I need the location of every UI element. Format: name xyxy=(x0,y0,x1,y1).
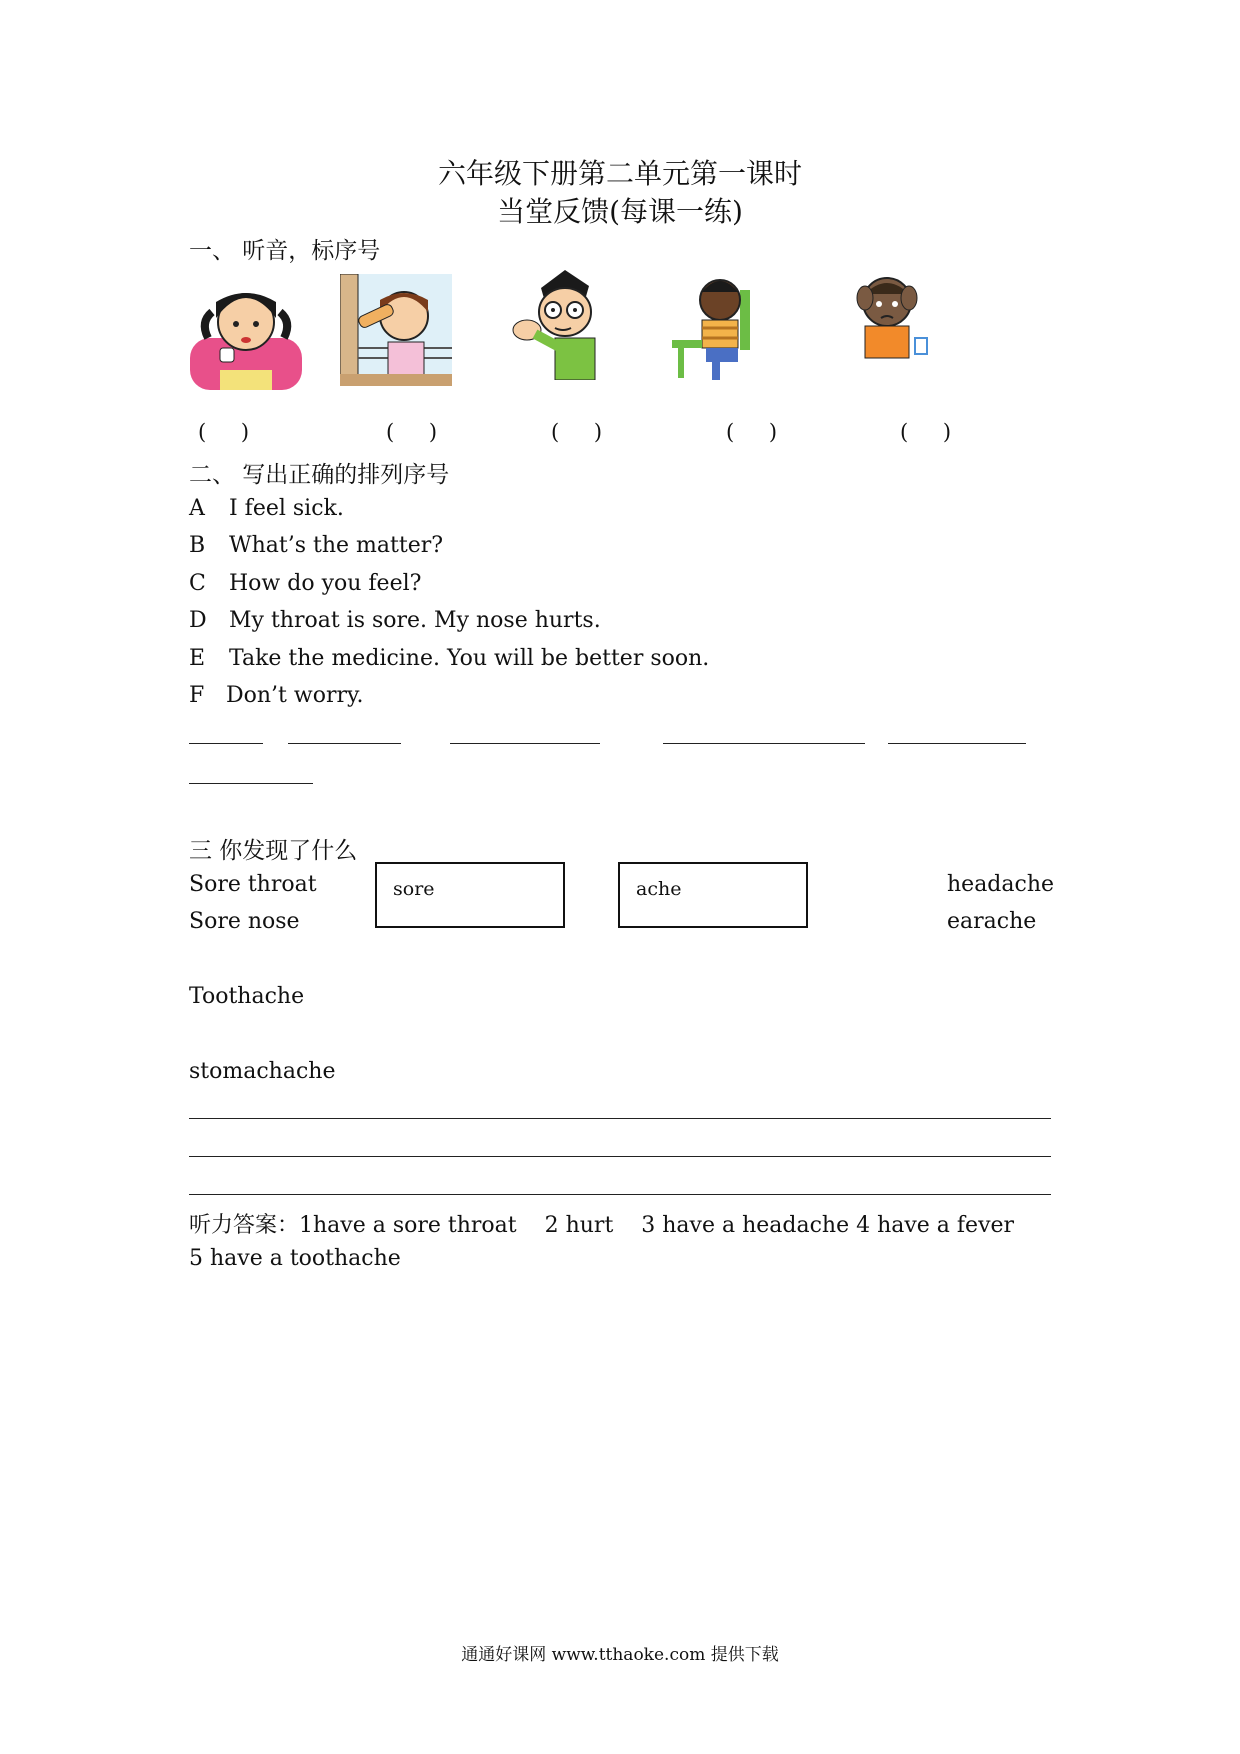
writing-line-1[interactable] xyxy=(189,1118,1051,1119)
item-letter: C xyxy=(189,571,206,596)
girl-drinking-illustration xyxy=(340,274,452,386)
word-sore-throat: Sore throat xyxy=(189,872,317,897)
listening-answers-line1: 听力答案：1have a sore throat 2 hurt 3 have a headache 4 have a fever xyxy=(189,1213,1015,1238)
item-letter: B xyxy=(189,533,206,558)
order-blank-1[interactable] xyxy=(189,743,263,744)
answer-paren-5: ( ) xyxy=(900,420,966,444)
ache-box-label: ache xyxy=(636,878,682,900)
item-letter: A xyxy=(189,496,205,521)
writing-line-3[interactable] xyxy=(189,1194,1051,1195)
item-sentence: What’s the matter? xyxy=(229,533,444,558)
writing-line-2[interactable] xyxy=(189,1156,1051,1157)
sore-box xyxy=(375,862,565,928)
order-blank-3[interactable] xyxy=(450,743,600,744)
word-stomachache: stomachache xyxy=(189,1059,336,1084)
order-blank-2[interactable] xyxy=(288,743,401,744)
ache-box xyxy=(618,862,808,928)
page-title: 六年级下册第二单元第一课时 xyxy=(437,157,802,190)
girl-sore-throat-illustration xyxy=(190,278,302,390)
page-subtitle: 当堂反馈(每课一练) xyxy=(497,195,743,228)
item-sentence: Don’t worry. xyxy=(226,683,364,708)
order-blank-6[interactable] xyxy=(189,783,313,784)
answer-paren-4: ( ) xyxy=(726,420,792,444)
section1-heading: 一、 听音，标序号 xyxy=(189,238,381,264)
boy-toothache-illustration xyxy=(670,270,782,382)
section3-heading: 三 你发现了什么 xyxy=(189,838,358,864)
listening-answers-line2: 5 have a toothache xyxy=(189,1246,401,1271)
sore-box-label: sore xyxy=(393,878,435,900)
item-letter: E xyxy=(189,646,206,671)
boy-glasses-illustration xyxy=(505,268,617,380)
answer-paren-3: ( ) xyxy=(551,420,617,444)
item-letter: D xyxy=(189,608,207,633)
answer-paren-1: ( ) xyxy=(198,420,264,444)
footer-credit: 通通好课网 www.tthaoke.com 提供下载 xyxy=(461,1645,779,1665)
word-sore-nose: Sore nose xyxy=(189,909,300,934)
order-blank-5[interactable] xyxy=(888,743,1026,744)
word-earache: earache xyxy=(947,909,1037,934)
item-sentence: I feel sick. xyxy=(229,496,344,521)
item-sentence: How do you feel? xyxy=(229,571,422,596)
boy-headache-illustration xyxy=(843,268,943,368)
order-blank-4[interactable] xyxy=(663,743,865,744)
answer-paren-2: ( ) xyxy=(386,420,452,444)
item-sentence: My throat is sore. My nose hurts. xyxy=(229,608,601,633)
section2-heading: 二、 写出正确的排列序号 xyxy=(189,462,450,488)
item-sentence: Take the medicine. You will be better soon. xyxy=(229,646,710,671)
word-toothache: Toothache xyxy=(189,984,305,1009)
word-headache: headache xyxy=(947,872,1055,897)
item-letter: F xyxy=(189,683,205,708)
